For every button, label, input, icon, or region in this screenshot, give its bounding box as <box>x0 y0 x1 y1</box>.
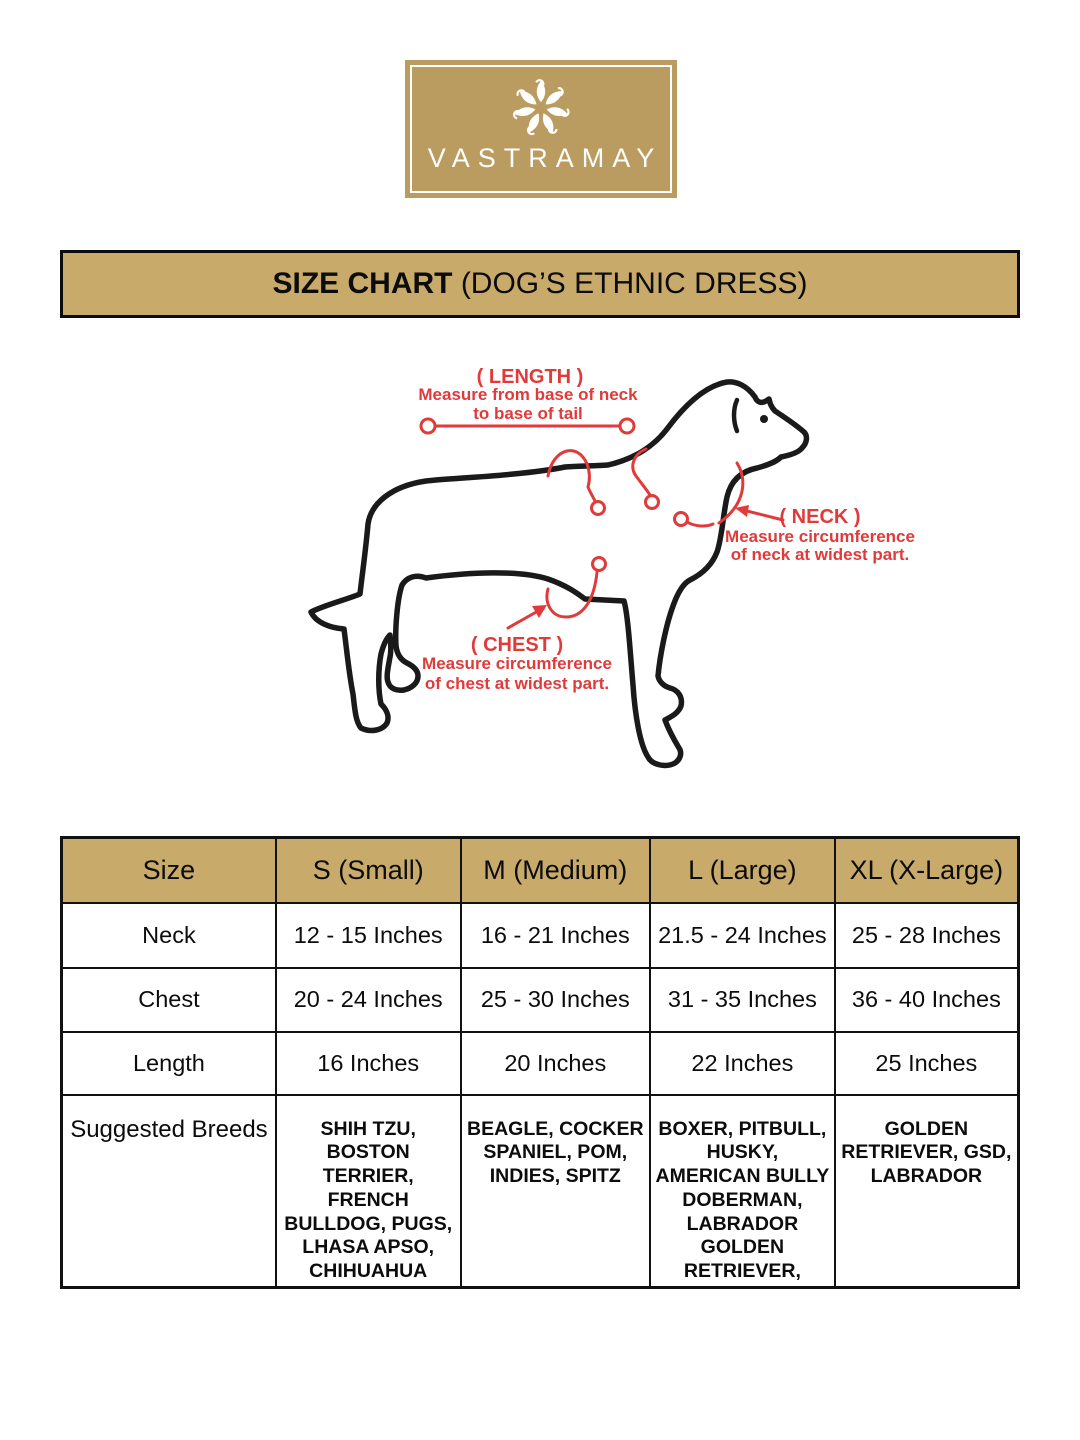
row-label-breeds: Suggested Breeds <box>62 1095 276 1288</box>
dog-measurement-diagram <box>290 360 930 810</box>
table-row-breeds <box>62 1095 1019 1288</box>
table-row-neck <box>62 903 1019 968</box>
breeds-xl: GOLDEN RETRIEVER, GSD, LABRADOR <box>835 1095 1019 1288</box>
dog-outline <box>311 382 806 766</box>
length-line1: Measure from base of neck <box>418 385 638 404</box>
neck-xl: 25 - 28 Inches <box>835 903 1019 968</box>
neck-line2: of neck at widest part. <box>730 545 910 564</box>
floral-star-icon <box>510 77 572 139</box>
row-label-neck: Neck <box>62 903 276 968</box>
chest-xl: 36 - 40 Inches <box>835 968 1019 1032</box>
size-chart-title-band <box>60 250 1020 318</box>
neck-m: 16 - 21 Inches <box>461 903 650 968</box>
length-line2: to base of tail <box>473 404 583 423</box>
table-header-row <box>62 838 1019 903</box>
logo-inner-frame <box>410 65 672 193</box>
length-xl: 25 Inches <box>835 1032 1019 1095</box>
neck-s: 12 - 15 Inches <box>276 903 461 968</box>
neck-line1: Measure circumference <box>725 527 915 546</box>
breeds-s: SHIH TZU, BOSTON TERRIER, FRENCH BULLDOG, PUGS, LHASA APSO, CHIHUAHUA <box>276 1095 461 1288</box>
breeds-l: BOXER, PITBULL, HUSKY, AMERICAN BULLY DOBERMAN, LABRADOR GOLDEN RETRIEVER, <box>650 1095 835 1288</box>
chest-label: ( CHEST ) <box>470 634 564 656</box>
chest-line1: Measure circumference <box>422 654 612 673</box>
chest-s: 20 - 24 Inches <box>276 968 461 1032</box>
col-header-medium: M (Medium) <box>461 838 650 903</box>
length-label: ( LENGTH ) <box>476 366 584 388</box>
row-label-length: Length <box>62 1032 276 1095</box>
length-s: 16 Inches <box>276 1032 461 1095</box>
brand-logo <box>405 60 677 198</box>
col-header-xlarge: XL (X-Large) <box>835 838 1019 903</box>
size-table <box>60 836 1020 1289</box>
title-rest: (DOG’S ETHNIC DRESS) <box>452 267 808 300</box>
chest-l: 31 - 35 Inches <box>650 968 835 1032</box>
table-row-length <box>62 1032 1019 1095</box>
eye-icon <box>760 415 768 423</box>
col-header-small: S (Small) <box>276 838 461 903</box>
brand-name: VASTRAMAY <box>427 143 663 173</box>
neck-label: ( NECK ) <box>779 506 861 528</box>
breeds-m: BEAGLE, COCKER SPANIEL, POM, INDIES, SPITZ <box>461 1095 650 1288</box>
col-header-size: Size <box>62 838 276 903</box>
title-bold: SIZE CHART <box>272 267 453 300</box>
chest-line2: of chest at widest part. <box>424 674 610 693</box>
row-label-chest: Chest <box>62 968 276 1032</box>
neck-l: 21.5 - 24 Inches <box>650 903 835 968</box>
table-row-chest <box>62 968 1019 1032</box>
chest-m: 25 - 30 Inches <box>461 968 650 1032</box>
length-l: 22 Inches <box>650 1032 835 1095</box>
col-header-large: L (Large) <box>650 838 835 903</box>
length-m: 20 Inches <box>461 1032 650 1095</box>
